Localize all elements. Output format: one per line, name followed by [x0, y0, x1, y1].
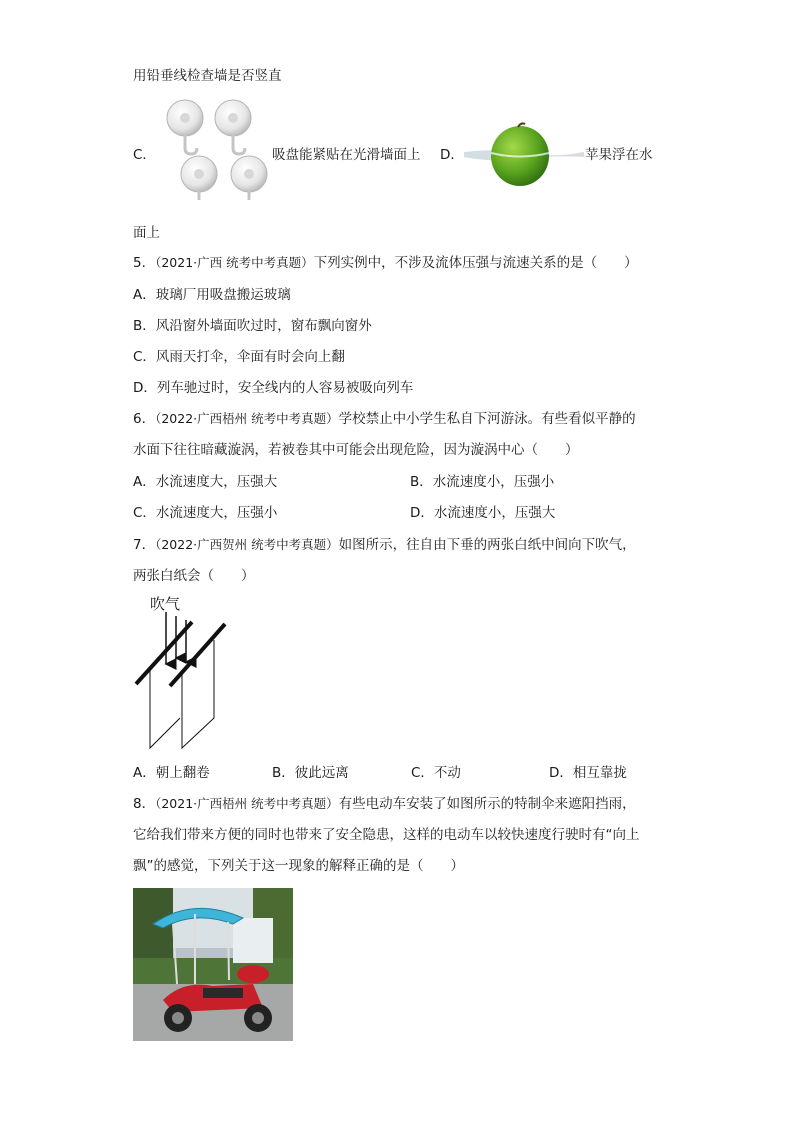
paper-blowing-figure: [130, 612, 230, 752]
q7-option-a: A．朝上翻卷: [133, 765, 210, 781]
q4-option-d-text: 苹果浮在水: [585, 147, 653, 163]
suction-cup-3: [181, 156, 217, 200]
q5-option-a: A．玻璃厂用吸盘搬运玻璃: [133, 287, 291, 303]
q6-number: 6．: [133, 411, 156, 427]
q6-source: （2022·广西梧州 统考中考真题）: [155, 411, 339, 426]
q5-stem: [133, 253, 638, 273]
q4-option-d-label: D．: [440, 147, 464, 163]
q5-option-d: D．列车驰过时，安全线内的人容易被吸向列车: [133, 380, 414, 396]
blow-air-label: 吹气: [150, 595, 181, 613]
q7-option-b: B．彼此远离: [272, 765, 349, 781]
top-box: [237, 965, 269, 983]
q8-number: 8．: [133, 796, 156, 812]
suction-cup-4: [231, 156, 267, 200]
q7-stem-line-2: 两张白纸会（ ）: [133, 568, 255, 584]
q5-stem-text: 下列实例中，不涉及流体压强与流速关系的是（ ）: [313, 255, 638, 271]
rod-1: [136, 622, 192, 684]
q4-option-b-text: 用铅垂线检查墙是否竖直: [133, 68, 282, 84]
q7-number: 7．: [133, 537, 156, 553]
q4-option-c-text: 吸盘能紧贴在光滑墙面上: [272, 147, 421, 163]
suction-cup-2: [215, 100, 251, 154]
q4-option-d-text-cont: 面上: [133, 225, 160, 241]
scooter-umbrella-photo: [133, 888, 293, 1041]
q7-source: （2022·广西贺州 统考中考真题）: [155, 537, 339, 552]
q8-stem-line-3: 飘”的感觉，下列关于这一现象的解释正确的是（ ）: [133, 858, 464, 874]
q7-stem-text-1: 如图所示，往自由下垂的两张白纸中间向下吹气，: [338, 537, 636, 553]
q6-option-a: A．水流速度大，压强大: [133, 474, 278, 490]
q8-source: （2021·广西梧州 统考中考真题）: [155, 796, 339, 811]
q6-stem-line-2: 水面下往往暗藏漩涡，若被卷其中可能会出现危险，因为漩涡中心（ ）: [133, 442, 579, 458]
q6-stem-text-1: 学校禁止中小学生私自下河游泳。有些看似平静的: [338, 411, 636, 427]
q5-source: （2021·广西 统考中考真题）: [155, 255, 314, 270]
q8-stem-text-1: 有些电动车安装了如图所示的特制伞来遮阳挡雨，: [338, 796, 636, 812]
q6-option-b: B．水流速度小，压强小: [410, 474, 555, 490]
tree-left: [133, 888, 173, 968]
q6-option-d: D．水流速度小，压强大: [410, 505, 556, 521]
q7-stem: [133, 535, 636, 555]
q4-option-c-label: C．: [133, 147, 156, 163]
q6-stem: [133, 409, 636, 429]
q7-option-d: D．相互靠拢: [549, 765, 627, 781]
q8-stem-line-2: 它给我们带来方便的同时也带来了安全隐患，这样的电动车以较快速度行驶时有“向上: [133, 827, 640, 843]
suction-cup-hooks-figure: [160, 96, 272, 208]
apple-floating-figure: [464, 122, 584, 188]
suction-cup-1: [167, 100, 203, 154]
q5-option-b: B．风沿窗外墙面吹过时，窗布飘向窗外: [133, 318, 372, 334]
q6-option-c: C．水流速度大，压强小: [133, 505, 278, 521]
q8-stem: [133, 794, 636, 814]
building: [233, 918, 273, 963]
rod-2: [170, 624, 225, 686]
q5-option-c: C．风雨天打伞，伞面有时会向上翻: [133, 349, 345, 365]
q7-option-c: C．不动: [411, 765, 461, 781]
q5-number: 5．: [133, 255, 156, 271]
